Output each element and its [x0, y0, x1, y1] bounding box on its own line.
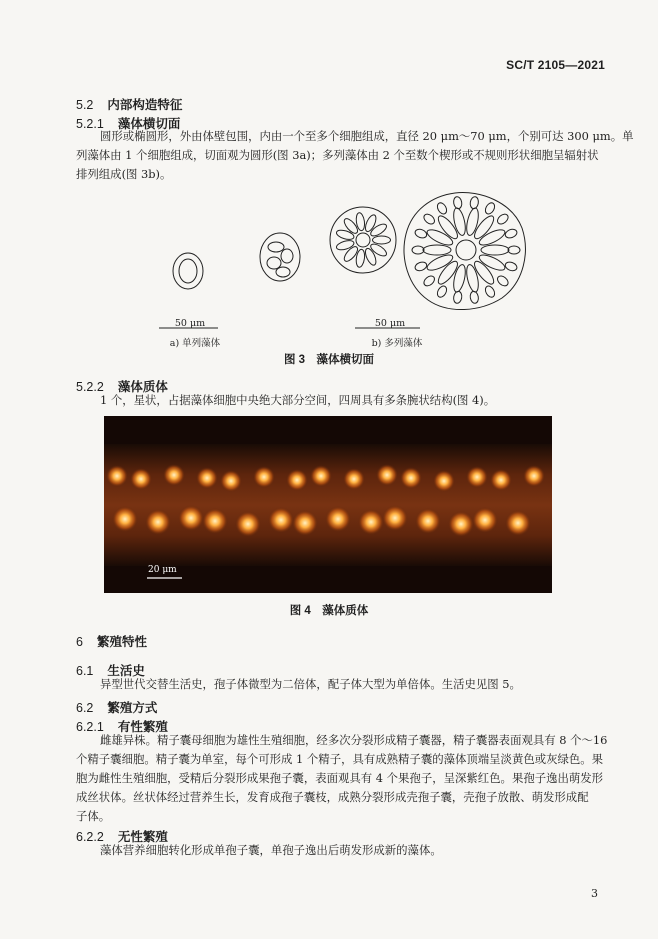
- section-number: 6.1: [76, 664, 94, 678]
- plastid-glow: [415, 508, 441, 534]
- plastid-glow: [472, 507, 498, 533]
- radial-cell: [496, 274, 510, 288]
- section-6-2-heading: [76, 698, 157, 716]
- plastid-glow: [130, 468, 152, 490]
- section-title: 内部构造特征: [107, 98, 183, 112]
- plastid-glow: [268, 507, 294, 533]
- section-6-heading: [76, 632, 147, 650]
- radial-cell: [422, 212, 436, 226]
- paragraph-6-2-1-line-2: 个精子囊细胞。精子囊为单室，每个可形成 1 个精子，具有成熟精子囊的藻体顶端呈淡黄色或灰绿色。果: [76, 752, 604, 766]
- plastid-glow: [112, 506, 138, 532]
- radial-cell: [436, 201, 449, 215]
- plastid-glow: [466, 466, 488, 488]
- subcaption-a: a) 单列藻体: [169, 338, 221, 349]
- plastid-glow: [358, 509, 384, 535]
- plastid-glow: [382, 505, 408, 531]
- radial-cell: [496, 212, 510, 226]
- paragraph-6-2-1-line-4: 成丝状体。丝状体经过营养生长，发育成孢子囊枝，成熟分裂形成壳孢子囊，壳孢子放散、萌发形成配: [76, 790, 589, 804]
- radial-cell: [453, 291, 463, 304]
- figure-4-scale-label: 20 μm: [148, 565, 177, 575]
- multi-row-radial-cells-large: [412, 196, 520, 304]
- paragraph-6-2-1-line-5: 子体。: [76, 809, 111, 823]
- section-number: 6.2.1: [76, 720, 104, 734]
- radial-cell: [422, 274, 436, 288]
- plastid-glow: [400, 467, 422, 489]
- plastid-glow: [286, 469, 308, 491]
- plastid-glow: [343, 468, 365, 490]
- radial-cell: [465, 207, 481, 237]
- radial-cell: [471, 259, 496, 287]
- plastid-glow: [310, 465, 332, 487]
- radial-cell: [435, 213, 460, 241]
- plastid-glow: [433, 470, 455, 492]
- plastid-glow: [505, 510, 531, 536]
- single-row-cell-small: [173, 253, 203, 289]
- paragraph-5-2-1-line-3: 排列组成(图 3b)。: [76, 167, 172, 181]
- paragraph-6-2-1-line-1: 雌雄异株。精子囊母细胞为雄性生殖细胞，经多次分裂形成精子囊器，精子囊器表面观具有 8 个～16: [100, 733, 608, 747]
- section-number: 5.2.1: [76, 117, 104, 131]
- radial-cell: [504, 228, 518, 240]
- plastid-glow: [490, 469, 512, 491]
- radial-cell: [423, 245, 451, 255]
- figure-4-micrograph: [104, 416, 552, 593]
- plastid-glow: [202, 508, 228, 534]
- plastid-glow: [292, 510, 318, 536]
- plastid-glow: [106, 465, 128, 487]
- radial-cell: [469, 196, 479, 209]
- radial-cell: [471, 213, 496, 241]
- section-number: 5.2.2: [76, 380, 104, 394]
- paragraph-5-2-2: 1 个，星状，占据藻体细胞中央绝大部分空间，四周具有多条腕状结构(图 4)。: [100, 393, 496, 407]
- radial-cell: [469, 291, 479, 304]
- plastid-glow: [448, 511, 474, 537]
- plastid-glow: [220, 470, 242, 492]
- paragraph-6-1: 异型世代交替生活史，孢子体微型为二倍体，配子体大型为单倍体。生活史见图 5。: [100, 677, 521, 691]
- paragraph-5-2-1-line-1: 圆形或椭圆形，外由体壁包围，内由一个至多个细胞组成，直径 20 μm～70 μm，个别可达 300 μm。单: [100, 129, 634, 143]
- plastid-glow: [523, 465, 545, 487]
- scale-label-b: 50 μm: [374, 318, 406, 329]
- paragraph-6-2-1-line-3: 胞为雌性生殖细胞，受精后分裂形成果孢子囊，表面观具有 4 个果孢子，呈深紫红色。果孢子逸出萌发形: [76, 771, 604, 785]
- radial-cell: [453, 196, 463, 209]
- single-row-cell-large: [260, 233, 300, 281]
- section-title: 藻体横切面: [117, 117, 181, 131]
- paragraph-6-2-2: 藻体营养细胞转化形成单孢子囊，单孢子逸出后萌发形成新的藻体。: [100, 843, 442, 857]
- radial-cell: [452, 264, 468, 294]
- figure-4-caption: 图 4 藻体质体: [289, 605, 369, 617]
- plastid-glow: [196, 467, 218, 489]
- section-number: 5.2: [76, 98, 94, 112]
- section-title: 繁殖特性: [96, 635, 147, 649]
- radial-cell: [335, 239, 355, 252]
- section-title: 繁殖方式: [107, 701, 158, 715]
- plastid-glow: [235, 511, 261, 537]
- section-number: 6: [76, 635, 83, 649]
- radial-cell: [363, 247, 378, 267]
- radial-cell: [465, 264, 481, 294]
- section-number: 6.2.2: [76, 830, 104, 844]
- radial-cell: [335, 228, 355, 241]
- radial-cell: [508, 246, 520, 254]
- plastid-glow: [325, 506, 351, 532]
- figure-3-caption: 图 3 藻体横切面: [283, 354, 375, 366]
- radial-cell: [373, 236, 391, 244]
- subcaption-b: b) 多列藻体: [371, 338, 423, 349]
- radial-cell: [481, 245, 509, 255]
- section-5-2-heading: [76, 95, 182, 113]
- plastid-glow: [376, 464, 398, 486]
- section-title: 生活史: [107, 664, 145, 678]
- scale-label-a: 50 μm: [174, 318, 206, 329]
- radial-cell: [452, 207, 468, 237]
- section-title: 有性繁殖: [117, 720, 168, 734]
- section-title: 无性繁殖: [117, 830, 168, 844]
- paragraph-5-2-1-line-2: 列藻体由 1 个细胞组成，切面观为圆形(图 3a)；多列藻体由 2 个至数个楔形或不规则形状细胞呈辐射状: [76, 148, 599, 162]
- plastid-glow: [145, 509, 171, 535]
- radial-cell: [435, 259, 460, 287]
- radial-cell: [504, 261, 518, 273]
- standard-code: SC/T 2105—2021: [506, 58, 605, 72]
- radial-cell: [412, 246, 424, 254]
- section-number: 6.2: [76, 701, 94, 715]
- radial-cell: [484, 284, 497, 298]
- plastid-glow: [178, 505, 204, 531]
- page-number: 3: [591, 887, 598, 900]
- plastid-glow: [253, 466, 275, 488]
- radial-cell: [363, 213, 378, 233]
- multi-row-cell-large: [404, 193, 525, 310]
- multi-row-radial-cells-medium: [335, 212, 390, 268]
- radial-cell: [436, 284, 449, 298]
- section-title: 藻体质体: [117, 380, 168, 394]
- radial-cell: [414, 228, 428, 240]
- radial-cell: [414, 261, 428, 273]
- plastid-glow: [163, 464, 185, 486]
- radial-cell: [484, 201, 497, 215]
